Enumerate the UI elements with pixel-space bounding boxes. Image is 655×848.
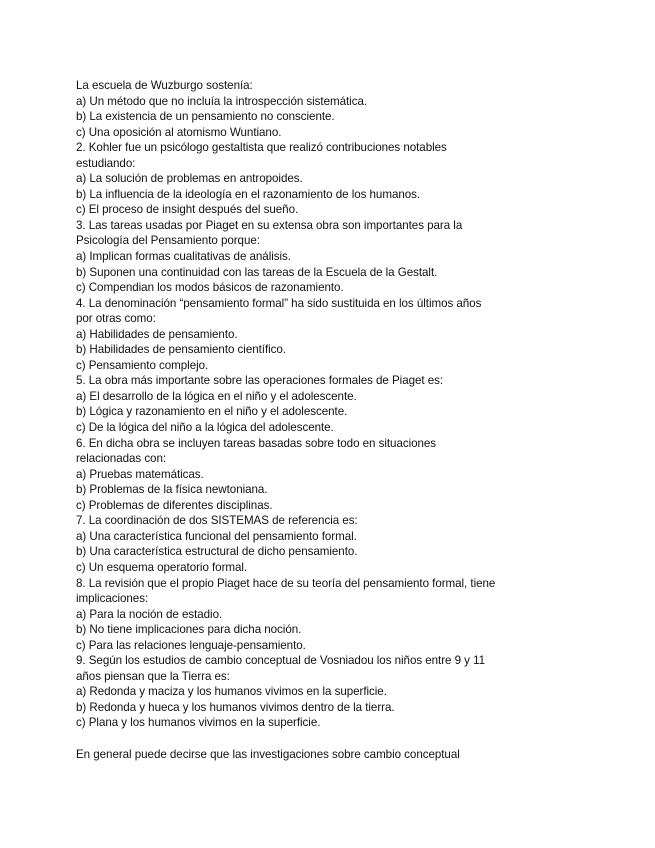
text-line: b) No tiene implicaciones para dicha noción. (76, 623, 302, 637)
text-line: c) Para las relaciones lenguaje-pensamiento. (76, 638, 306, 652)
text-line: b) Lógica y razonamiento en el niño y el adolescente. (76, 405, 348, 419)
final-paragraph-line: En general puede decirse que las investigaciones sobre cambio conceptual (76, 747, 460, 761)
text-line: a) Implican formas cualitativas de análisis. (76, 250, 291, 264)
text-line: b) Redonda y hueca y los humanos vivimos dentro de la tierra. (76, 700, 395, 714)
text-line: c) Plana y los humanos vivimos en la superficie. (76, 716, 321, 730)
text-line: c) Compendian los modos básicos de razonamiento. (76, 281, 344, 295)
text-line: 7. La coordinación de dos SISTEMAS de referencia es: (76, 514, 358, 528)
text-line: a) El desarrollo de la lógica en el niño y el adolescente. (76, 389, 357, 403)
text-line: a) Una característica funcional del pensamiento formal. (76, 529, 357, 543)
text-line: a) Pruebas matemáticas. (76, 467, 204, 481)
text-line: a) Habilidades de pensamiento. (76, 327, 238, 341)
text-line: 2. Kohler fue un psicólogo gestaltista que realizó contribuciones notables (76, 141, 447, 155)
text-line: b) Habilidades de pensamiento científico. (76, 343, 286, 357)
text-line: implicaciones: (76, 592, 149, 606)
text-line: 8. La revisión que el propio Piaget hace de su teoría del pensamiento formal, tiene (76, 576, 496, 590)
text-line: a) Un método que no incluía la introspección sistemática. (76, 94, 368, 108)
text-line: La escuela de Wuzburgo sostenía: (76, 79, 253, 92)
text-line: años piensan que la Tierra es: (76, 669, 230, 683)
text-line: c) Problemas de diferentes disciplinas. (76, 498, 273, 512)
text-line: c) Un esquema operatorio formal. (76, 560, 248, 574)
text-line: por otras como: (76, 312, 156, 326)
text-line: a) Para la noción de estadio. (76, 607, 223, 621)
text-line: b) La existencia de un pensamiento no consciente. (76, 110, 335, 124)
text-line: c) Una oposición al atomismo Wuntiano. (76, 125, 282, 139)
text-line: 6. En dicha obra se incluyen tareas basadas sobre todo en situaciones (76, 436, 437, 450)
paragraph-gap (76, 731, 516, 747)
document-body (76, 78, 516, 762)
text-line: c) Pensamiento complejo. (76, 358, 209, 372)
text-line: 3. Las tareas usadas por Piaget en su extensa obra son importantes para la (76, 218, 463, 232)
text-line: b) Suponen una continuidad con las tareas de la Escuela de la Gestalt. (76, 265, 438, 279)
text-line: c) El proceso de insight después del sueño. (76, 203, 299, 217)
text-line: 9. Según los estudios de cambio conceptual de Vosniadou los niños entre 9 y 11 (76, 654, 486, 668)
text-line: a) La solución de problemas en antropoides. (76, 172, 303, 186)
text-line: b) Problemas de la física newtoniana. (76, 483, 268, 497)
text-line: relacionadas con: (76, 452, 167, 466)
text-line: 5. La obra más importante sobre las operaciones formales de Piaget es: (76, 374, 444, 388)
text-line: Psicología del Pensamiento porque: (76, 234, 260, 248)
text-line: 4. La denominación “pensamiento formal” ha sido sustituida en los últimos años (76, 296, 482, 310)
text-line: b) Una característica estructural de dicho pensamiento. (76, 545, 358, 559)
text-line: c) De la lógica del niño a la lógica del adolescente. (76, 421, 334, 435)
text-line: a) Redonda y maciza y los humanos vivimos en la superficie. (76, 685, 387, 699)
text-line: estudiando: (76, 156, 136, 170)
text-line: b) La influencia de la ideología en el razonamiento de los humanos. (76, 187, 421, 201)
